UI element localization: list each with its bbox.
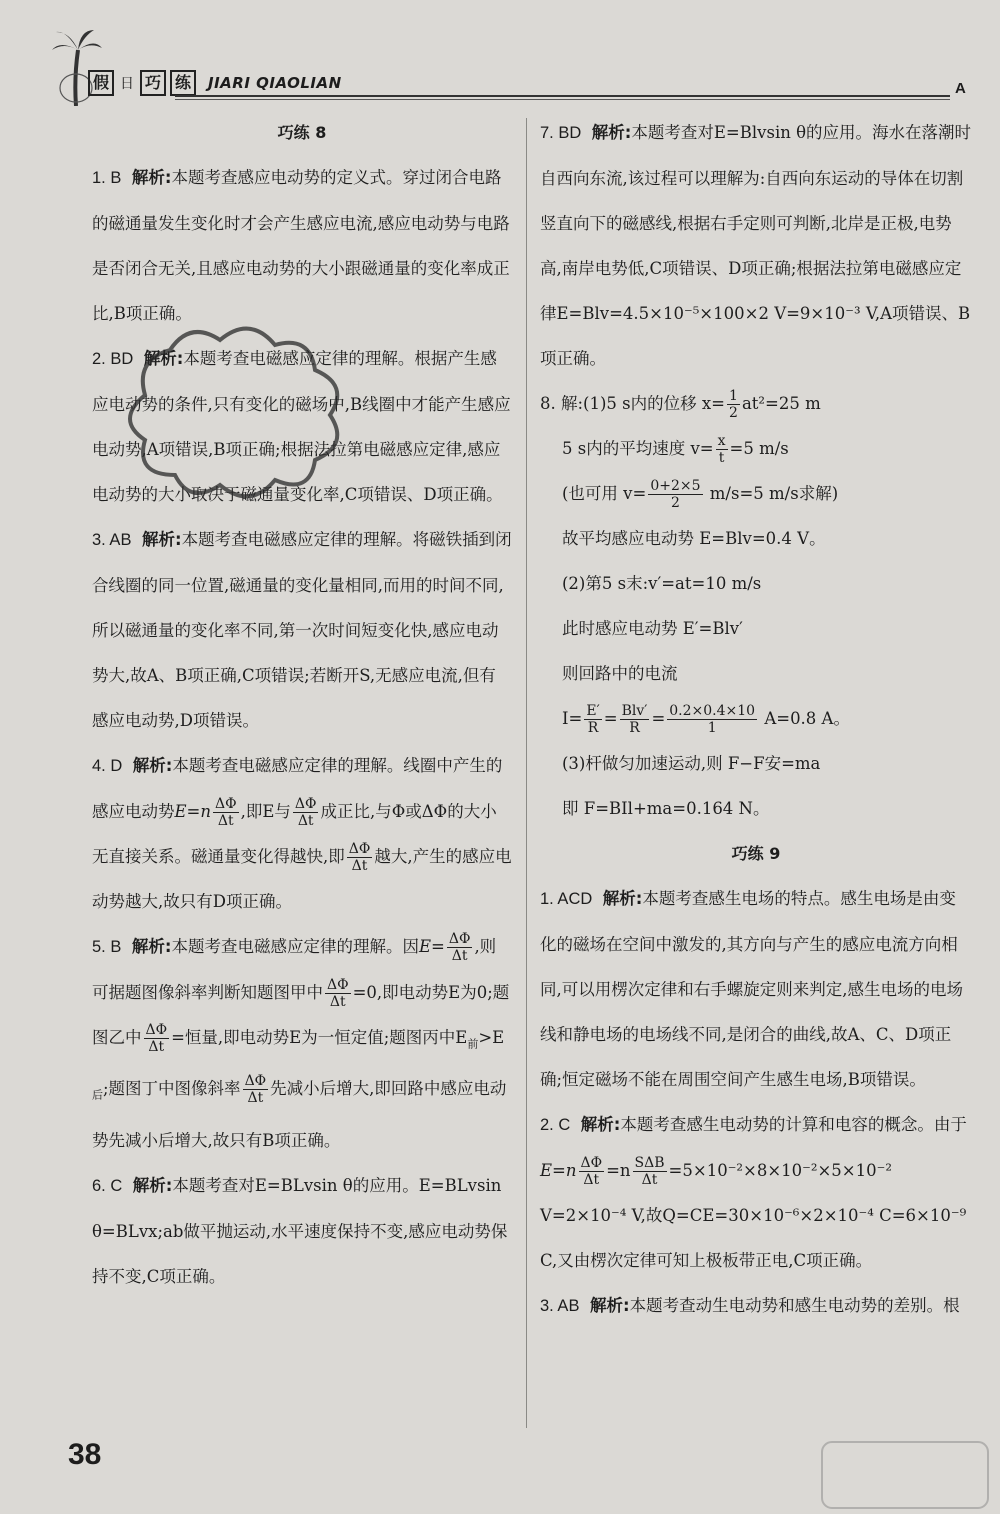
left-column [92, 110, 512, 1299]
fraction: $\frac{1}{2}$ [729, 388, 738, 421]
answer-3: 3. AB 解析:本题考查电磁感应定律的理解。将磁铁插到闭合线圈的同一位置,磁通量的变化量相同,而用的时间不同,所以磁通量的变化率不同,第一次时间短变化快,感应电动势大,故A、B项正确,C项错误;若断开S,无感应电流,但有感应电动势,D项错误。 [92, 530, 512, 730]
answer-9-3: 3. AB 解析:本题考查动生电动势和感生电动势的差别。根 [540, 1296, 960, 1315]
header [0, 0, 1000, 112]
column-divider [526, 118, 527, 1428]
answer-9-2: 2. C 解析:本题考查感生电动势的计算和电容的概念。由于E=n $\frac{\Delta\Phi}{\Delta t}$ =n $\frac{\text{SΔB}}{\Delta t}$ =5×10⁻²×8×10⁻²×5×10⁻² V=2×10⁻⁴ V,故Q=CE=30×10⁻⁶×2×10⁻⁴ C=6×10⁻⁹ C,又由楞次定律可知上极板带正电,C项正确。 [540, 1115, 967, 1270]
right-column [540, 110, 972, 1329]
fraction: $\frac{\Delta\Phi}{\Delta t}$ [348, 841, 371, 874]
answer-7: 7. BD 解析:本题考查对E=Blvsin θ的应用。海水在落潮时自西向东流,该过程可以理解为:自西向东运动的导体在切割竖直向下的磁感线,根据右手定则可判断,北岸是正极,电势高,南岸电势低,C项错误、D项正确;根据法拉第电磁感应定律E=Blv=4.5×10⁻⁵×100×2 V=9×10⁻³ V,A项错误、B项正确。 [540, 123, 972, 368]
fraction: $\frac{\Delta\Phi}{\Delta t}$ [448, 931, 471, 964]
fraction: $\frac{\Delta\Phi}{\Delta t}$ [145, 1022, 168, 1055]
watermark-icon [820, 1440, 990, 1510]
fraction: $\frac{0+2\times 5}{2}$ [650, 478, 701, 511]
answer-8: 8. 解:(1)5 s内的位移 x= $\frac{1}{2}$ at²=25 m 5 s内的平均速度 v= $\frac{x}{t}$ =5 m/s (也可用 v= $\frac{0+2\times 5}{2}$ m/s=5 m/s求解) 故平均感应电动势 E=Blv=0.4 V。 (2)第5 s末:v′=at=10 m/s 此时感应电动势 E′=Blv′ 则回路中的电流 I= $\frac{E'}{R}$ = $\frac{\text{Blv′}}{R}$ = $\frac{0.2\times 0.4\times 10}{1}$ A=0.8 A。 (3)杆做匀加速运动,则 F−F安=ma 即 F=BIl+ma=0.164 N。 [540, 388, 850, 818]
answer-1: 1. B 解析:本题考查感应电动势的定义式。穿过闭合电路的磁通量发生变化时才会产生感应电流,感应电动势与电路是否闭合无关,且感应电动势的大小跟磁通量的变化率成正比,B项正确。 [92, 168, 510, 323]
section-title: 巧练 9 [731, 844, 781, 863]
header-rule [175, 95, 950, 97]
fraction: $\frac{E'}{R}$ [586, 703, 600, 736]
page-number: 38 [68, 1438, 102, 1471]
section-title: 巧练 8 [277, 123, 327, 142]
answer-9-1: 1. ACD 解析:本题考查感生电场的特点。感生电场是由变化的磁场在空间中激发的,其方向与产生的感应电流方向相同,可以用楞次定律和右手螺旋定则来判定,感生电场的电场线和静电场的电场线不同,是闭合的曲线,故A、C、D项正确;恒定磁场不能在周围空间产生感生电场,B项错误。 [540, 889, 963, 1089]
fraction: $\frac{\Delta\Phi}{\Delta t}$ [327, 977, 349, 1010]
brand-char: 假 [88, 70, 114, 96]
answer-2: 2. BD 解析:本题考查电磁感应定律的理解。根据产生感应电动势的条件,只有变化的磁场中,B线圈中才能产生感应电动势,A项错误,B项正确;根据法拉第电磁感应定律,感应电动势的大小取决于磁通量变化率,C项错误、D项正确。 [92, 349, 511, 504]
brand-char: 日 [120, 76, 134, 92]
brand-char: 巧 [140, 70, 166, 96]
fraction: $\frac{\text{SΔB}}{\Delta t}$ [634, 1155, 665, 1188]
fraction: $\frac{0.2\times 0.4\times 10}{1}$ [669, 703, 756, 736]
fraction: $\frac{\Delta\Phi}{\Delta t}$ [244, 1073, 267, 1107]
brand [88, 70, 342, 96]
brand-char: 练 [170, 70, 196, 96]
volume-label: A [955, 80, 966, 97]
fraction: $\frac{\text{Blv′}}{R}$ [621, 703, 648, 736]
answer-6: 6. C 解析:本题考查对E=BLvsin θ的应用。E=BLvsin θ=BLvx;ab做平抛运动,水平速度保持不变,感应电动势保持不变,C项正确。 [92, 1175, 508, 1286]
answer-4: 4. D 解析:本题考查电磁感应定律的理解。线圈中产生的感应电动势E=n $\frac{\Delta\Phi}{\Delta t}$ ,即E与 $\frac{\Delta\Phi}{\Delta t}$ 成正比,与Φ或ΔΦ的大小无直接关系。磁通量变化得越快,即 $\frac{\Delta\Phi}{\Delta t}$ 越大,产生的感应电动势越大,故只有D项正确。 [92, 756, 512, 911]
fraction: $\frac{\Delta\Phi}{\Delta t}$ [215, 796, 237, 829]
fraction: $\frac{\Delta\Phi}{\Delta t}$ [580, 1155, 603, 1188]
fraction: $\frac{\Delta\Phi}{\Delta t}$ [294, 796, 317, 829]
header-rule [175, 99, 950, 100]
fraction: $\frac{x}{t}$ [717, 433, 726, 466]
answer-5: 5. B 解析:本题考查电磁感应定律的理解。因E= $\frac{\Delta\Phi}{\Delta t}$ ,则可据题图像斜率判断知题图甲中 $\frac{\Delta\Phi}{\Delta t}$ =0,即电动势E为0;题图乙中 $\frac{\Delta\Phi}{\Delta t}$ =恒量,即电动势E为一恒定值;题图丙中$E_前>E_后$;题图丁中图像斜率 $\frac{\Delta\Phi}{\Delta t}$ 先减小后增大,即回路中感应电动势先减小后增大,故只有B项正确。 [92, 931, 510, 1150]
brand-pinyin: JIARI QIAOLIAN [208, 74, 342, 92]
